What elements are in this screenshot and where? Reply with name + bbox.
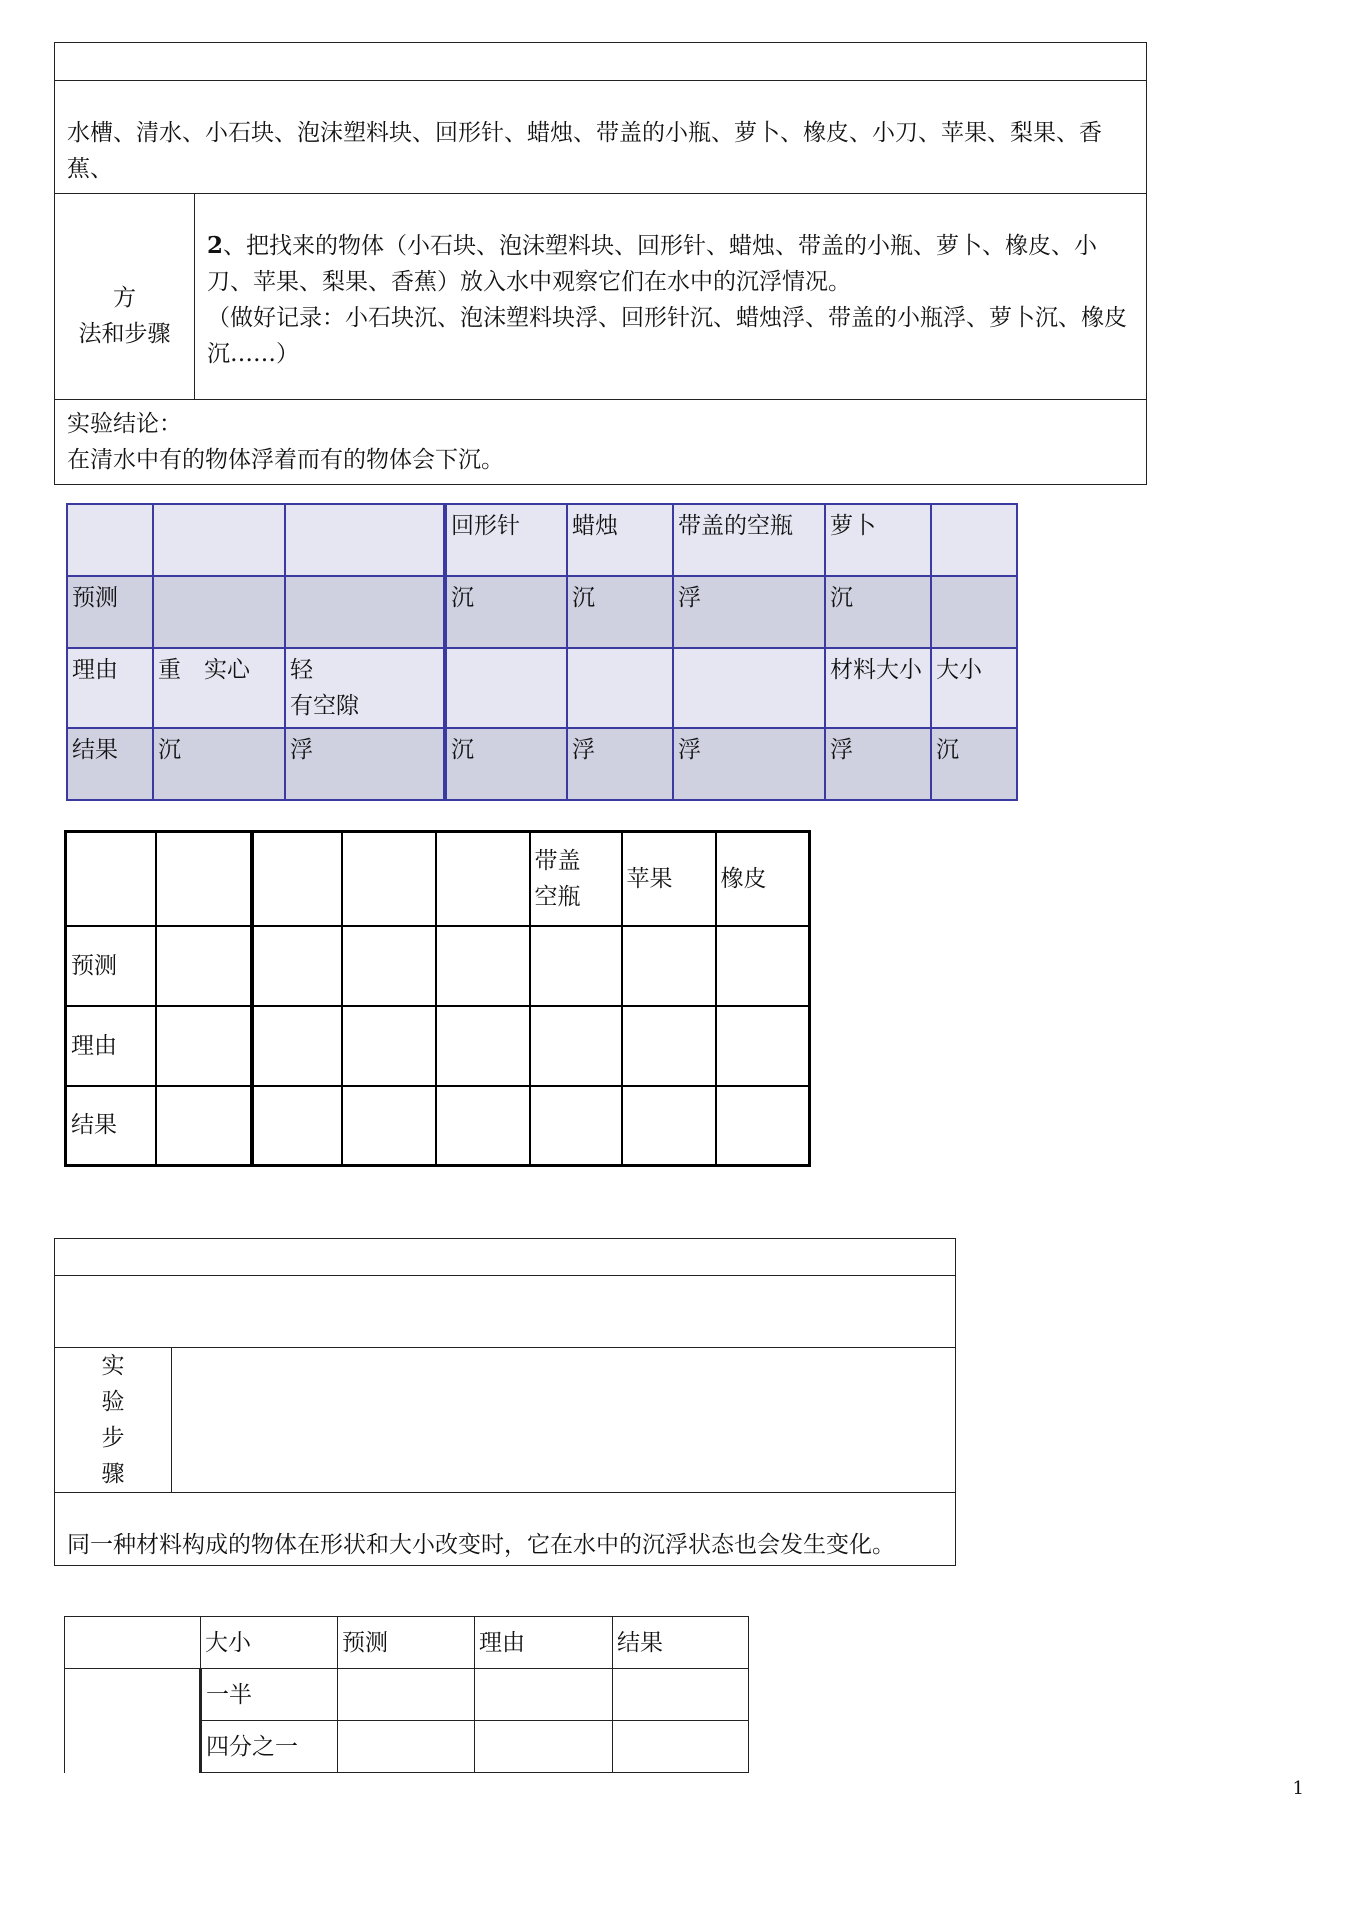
table2-row-result bbox=[67, 728, 1017, 800]
table2-row-reason bbox=[67, 648, 1017, 728]
table5-header-cell: 大小 bbox=[201, 1617, 338, 1669]
table3-cell bbox=[716, 926, 810, 1006]
table3-header-cell bbox=[436, 832, 530, 926]
table2-cell: 材料大小 bbox=[825, 648, 931, 728]
table5-header-cell bbox=[65, 1617, 201, 1669]
table5-header-row bbox=[65, 1617, 749, 1669]
conclusion-cell bbox=[55, 400, 1147, 485]
conclusion-label: 实验结论： bbox=[67, 411, 182, 437]
table2-cell bbox=[285, 576, 445, 648]
table4-header bbox=[55, 1239, 956, 1276]
table2-header-cell: 蜡烛 bbox=[567, 504, 673, 576]
table3-cell bbox=[530, 1006, 622, 1086]
table3-cell bbox=[156, 1086, 252, 1166]
table2-cell: 沉 bbox=[153, 728, 285, 800]
table2-cell bbox=[445, 648, 567, 728]
table3-header-cell: 带盖 空瓶 bbox=[530, 832, 622, 926]
steps-label-char: 验 bbox=[101, 1389, 125, 1415]
table2-header-cell: 回形针 bbox=[445, 504, 567, 576]
table2-cell: 沉 bbox=[445, 576, 567, 648]
table2-cell: 重 实心 bbox=[153, 648, 285, 728]
method-label-line2: 法和步骤 bbox=[78, 321, 171, 347]
table2-cell bbox=[673, 648, 825, 728]
observation-table-3 bbox=[64, 830, 811, 1167]
step-text: 、把找来的物体（小石块、泡沫塑料块、回形针、蜡烛、带盖的小瓶、萝卜、橡皮、小刀、苹果、梨果、香蕉）放入水中观察它们在水中的沉浮情况。 bbox=[207, 233, 1098, 295]
table3-cell bbox=[342, 1006, 436, 1086]
table3-cell bbox=[436, 1006, 530, 1086]
table3-row-predict bbox=[66, 926, 810, 1006]
table2-cell: 浮 bbox=[673, 576, 825, 648]
size-table-5 bbox=[64, 1616, 749, 1773]
table3-row-label: 理由 bbox=[66, 1006, 156, 1086]
table3-row-result bbox=[66, 1086, 810, 1166]
table2-cell: 沉 bbox=[825, 576, 931, 648]
table2-row-label: 结果 bbox=[67, 728, 153, 800]
table3-header-cell bbox=[156, 832, 252, 926]
table2-cell: 轻 有空隙 bbox=[285, 648, 445, 728]
table4-conclusion: 同一种材料构成的物体在形状和大小改变时，它在水中的沉浮状态也会发生变化。 bbox=[55, 1493, 956, 1566]
method-label bbox=[55, 194, 195, 400]
table3-cell bbox=[156, 1006, 252, 1086]
table3-cell bbox=[252, 926, 342, 1006]
table3-cell bbox=[622, 1086, 716, 1166]
method-steps bbox=[195, 194, 1147, 400]
table3-cell bbox=[716, 1006, 810, 1086]
table3-cell bbox=[622, 1006, 716, 1086]
table5-cell bbox=[613, 1721, 749, 1773]
table2-cell bbox=[153, 576, 285, 648]
materials-cell: 水槽、清水、小石块、泡沫塑料块、回形针、蜡烛、带盖的小瓶、萝卜、橡皮、小刀、苹果、梨果、香蕉、 bbox=[55, 81, 1147, 194]
table5-merged-cell bbox=[65, 1669, 201, 1773]
experiment-table-1 bbox=[54, 42, 1147, 485]
conclusion-text: 在清水中有的物体浮着而有的物体会下沉。 bbox=[67, 447, 504, 473]
table3-header-cell: 橡皮 bbox=[716, 832, 810, 926]
table3-cell bbox=[436, 1086, 530, 1166]
steps-content bbox=[172, 1348, 956, 1493]
table3-cell bbox=[252, 1006, 342, 1086]
table5-row-label: 四分之一 bbox=[201, 1721, 338, 1773]
table5-header-cell: 理由 bbox=[475, 1617, 613, 1669]
table2-cell: 沉 bbox=[567, 576, 673, 648]
table2-header-cell: 萝卜 bbox=[825, 504, 931, 576]
steps-label-char: 骤 bbox=[101, 1461, 125, 1487]
table3-cell bbox=[622, 926, 716, 1006]
table3-cell bbox=[436, 926, 530, 1006]
step-number: 2 bbox=[207, 232, 224, 259]
table3-cell bbox=[530, 1086, 622, 1166]
table5-cell bbox=[338, 1721, 475, 1773]
table3-header-cell bbox=[252, 832, 342, 926]
table2-cell: 浮 bbox=[285, 728, 445, 800]
table2-header-cell: 带盖的空瓶 bbox=[673, 504, 825, 576]
table2-header-cell bbox=[153, 504, 285, 576]
table3-header-cell: 苹果 bbox=[622, 832, 716, 926]
table3-cell bbox=[252, 1086, 342, 1166]
table2-cell: 浮 bbox=[567, 728, 673, 800]
table4-row2 bbox=[55, 1276, 956, 1348]
table3-cell bbox=[342, 1086, 436, 1166]
table5-cell bbox=[338, 1669, 475, 1721]
steps-label bbox=[55, 1348, 172, 1493]
page-number: 1 bbox=[1292, 1778, 1304, 1799]
table2-cell: 浮 bbox=[825, 728, 931, 800]
table3-header-row bbox=[66, 832, 810, 926]
table5-cell bbox=[613, 1669, 749, 1721]
steps-label-char: 步 bbox=[101, 1425, 125, 1451]
steps-label-char: 实 bbox=[101, 1353, 125, 1379]
experiment-table-4 bbox=[54, 1238, 956, 1566]
table3-header-cell bbox=[342, 832, 436, 926]
table3-row-label: 结果 bbox=[66, 1086, 156, 1166]
table2-cell: 沉 bbox=[445, 728, 567, 800]
table2-header-row bbox=[67, 504, 1017, 576]
table1-header bbox=[55, 43, 1147, 81]
table2-header-cell bbox=[931, 504, 1017, 576]
table2-header-cell bbox=[285, 504, 445, 576]
table3-cell bbox=[530, 926, 622, 1006]
method-label-line1: 方 bbox=[113, 285, 136, 311]
table2-row-label: 理由 bbox=[67, 648, 153, 728]
table5-cell bbox=[475, 1669, 613, 1721]
table2-cell: 浮 bbox=[673, 728, 825, 800]
table2-cell: 沉 bbox=[931, 728, 1017, 800]
table2-header-cell bbox=[67, 504, 153, 576]
table3-row-label: 预测 bbox=[66, 926, 156, 1006]
table5-header-cell: 预测 bbox=[338, 1617, 475, 1669]
step-2 bbox=[207, 228, 1140, 300]
table3-header-cell bbox=[66, 832, 156, 926]
table5-header-cell: 结果 bbox=[613, 1617, 749, 1669]
table5-row bbox=[65, 1669, 749, 1721]
table3-cell bbox=[156, 926, 252, 1006]
table2-row-label: 预测 bbox=[67, 576, 153, 648]
table3-row-reason bbox=[66, 1006, 810, 1086]
table2-row-predict bbox=[67, 576, 1017, 648]
table2-cell: 大小 bbox=[931, 648, 1017, 728]
table2-cell bbox=[567, 648, 673, 728]
table3-cell bbox=[342, 926, 436, 1006]
observation-table-2 bbox=[66, 503, 1018, 801]
table2-cell bbox=[931, 576, 1017, 648]
table3-cell bbox=[716, 1086, 810, 1166]
table5-row-label: 一半 bbox=[201, 1669, 338, 1721]
record-text: （做好记录：小石块沉、泡沫塑料块浮、回形针沉、蜡烛浮、带盖的小瓶浮、萝卜沉、橡皮沉……） bbox=[207, 305, 1127, 367]
table5-cell bbox=[475, 1721, 613, 1773]
